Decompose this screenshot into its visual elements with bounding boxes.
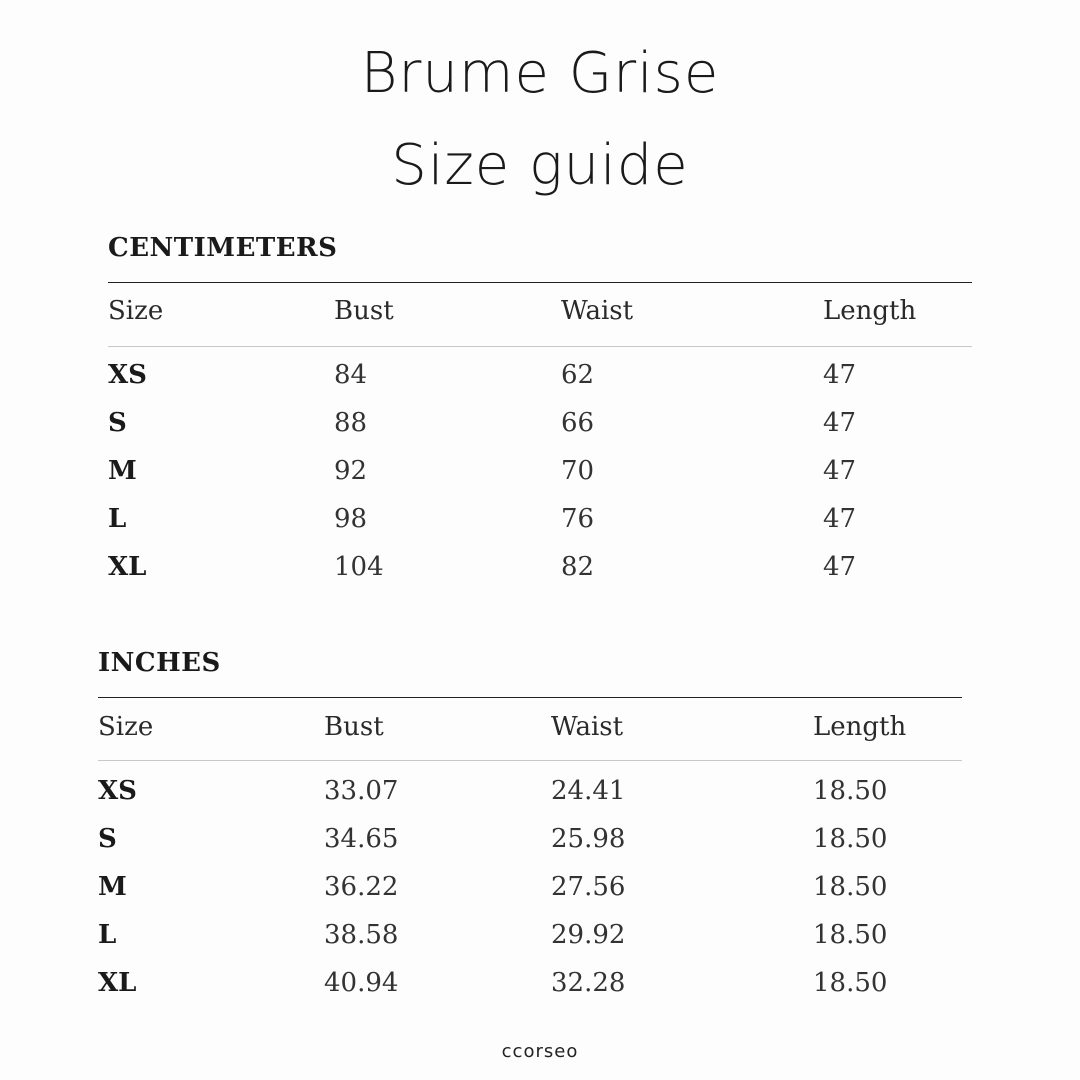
cm-row-xs-length: 47 (823, 360, 857, 390)
inches-header-length: Length (813, 712, 907, 742)
inches-row-m-length: 18.50 (813, 872, 888, 902)
inches-section-heading: INCHES (98, 648, 221, 678)
cm-row-m-size: M (108, 456, 137, 486)
inches-row-s-bust: 34.65 (324, 824, 399, 854)
inches-row-xs-waist: 24.41 (551, 776, 626, 806)
cm-row-xs-size: XS (108, 360, 147, 390)
cm-row-xl-bust: 104 (334, 552, 384, 582)
inches-row-xs-size: XS (98, 776, 137, 806)
brand-title: Brume Grise (360, 41, 720, 106)
footer-brand-handle: ccorseo (501, 1041, 579, 1062)
inches-row-xl-bust: 40.94 (324, 968, 399, 998)
cm-row-l-size: L (108, 504, 127, 534)
cm-row-xl-waist: 82 (561, 552, 595, 582)
cm-row-s-size: S (108, 408, 127, 438)
cm-row-s-length: 47 (823, 408, 857, 438)
inches-row-l-size: L (98, 920, 117, 950)
cm-row-xl-length: 47 (823, 552, 857, 582)
inches-row-xl-length: 18.50 (813, 968, 888, 998)
cm-row-l-bust: 98 (334, 504, 368, 534)
inches-row-l-bust: 38.58 (324, 920, 399, 950)
cm-header-waist: Waist (561, 296, 634, 326)
inches-row-xs-length: 18.50 (813, 776, 888, 806)
page-title: Size guide (391, 133, 689, 198)
inches-row-l-length: 18.50 (813, 920, 888, 950)
cm-row-l-waist: 76 (561, 504, 595, 534)
cm-row-m-length: 47 (823, 456, 857, 486)
cm-row-xl-size: XL (108, 552, 147, 582)
inches-row-m-size: M (98, 872, 127, 902)
cm-header-divider (108, 346, 972, 347)
inches-header-divider (98, 760, 962, 761)
cm-row-m-bust: 92 (334, 456, 368, 486)
cm-row-s-bust: 88 (334, 408, 368, 438)
inches-header-size: Size (98, 712, 154, 742)
cm-header-bust: Bust (334, 296, 394, 326)
cm-row-xs-waist: 62 (561, 360, 595, 390)
cm-row-m-waist: 70 (561, 456, 595, 486)
inches-row-l-waist: 29.92 (551, 920, 626, 950)
cm-row-xs-bust: 84 (334, 360, 368, 390)
inches-header-waist: Waist (551, 712, 624, 742)
cm-header-size: Size (108, 296, 164, 326)
inches-row-s-length: 18.50 (813, 824, 888, 854)
cm-section-heading: CENTIMETERS (108, 233, 338, 263)
inches-row-m-bust: 36.22 (324, 872, 399, 902)
cm-header-length: Length (823, 296, 917, 326)
cm-row-s-waist: 66 (561, 408, 595, 438)
inches-row-xl-waist: 32.28 (551, 968, 626, 998)
inches-row-s-waist: 25.98 (551, 824, 626, 854)
inches-row-xs-bust: 33.07 (324, 776, 399, 806)
cm-table-top-rule (108, 282, 972, 283)
inches-row-m-waist: 27.56 (551, 872, 626, 902)
inches-row-xl-size: XL (98, 968, 137, 998)
cm-row-l-length: 47 (823, 504, 857, 534)
inches-table-top-rule (98, 697, 962, 698)
inches-header-bust: Bust (324, 712, 384, 742)
inches-row-s-size: S (98, 824, 117, 854)
